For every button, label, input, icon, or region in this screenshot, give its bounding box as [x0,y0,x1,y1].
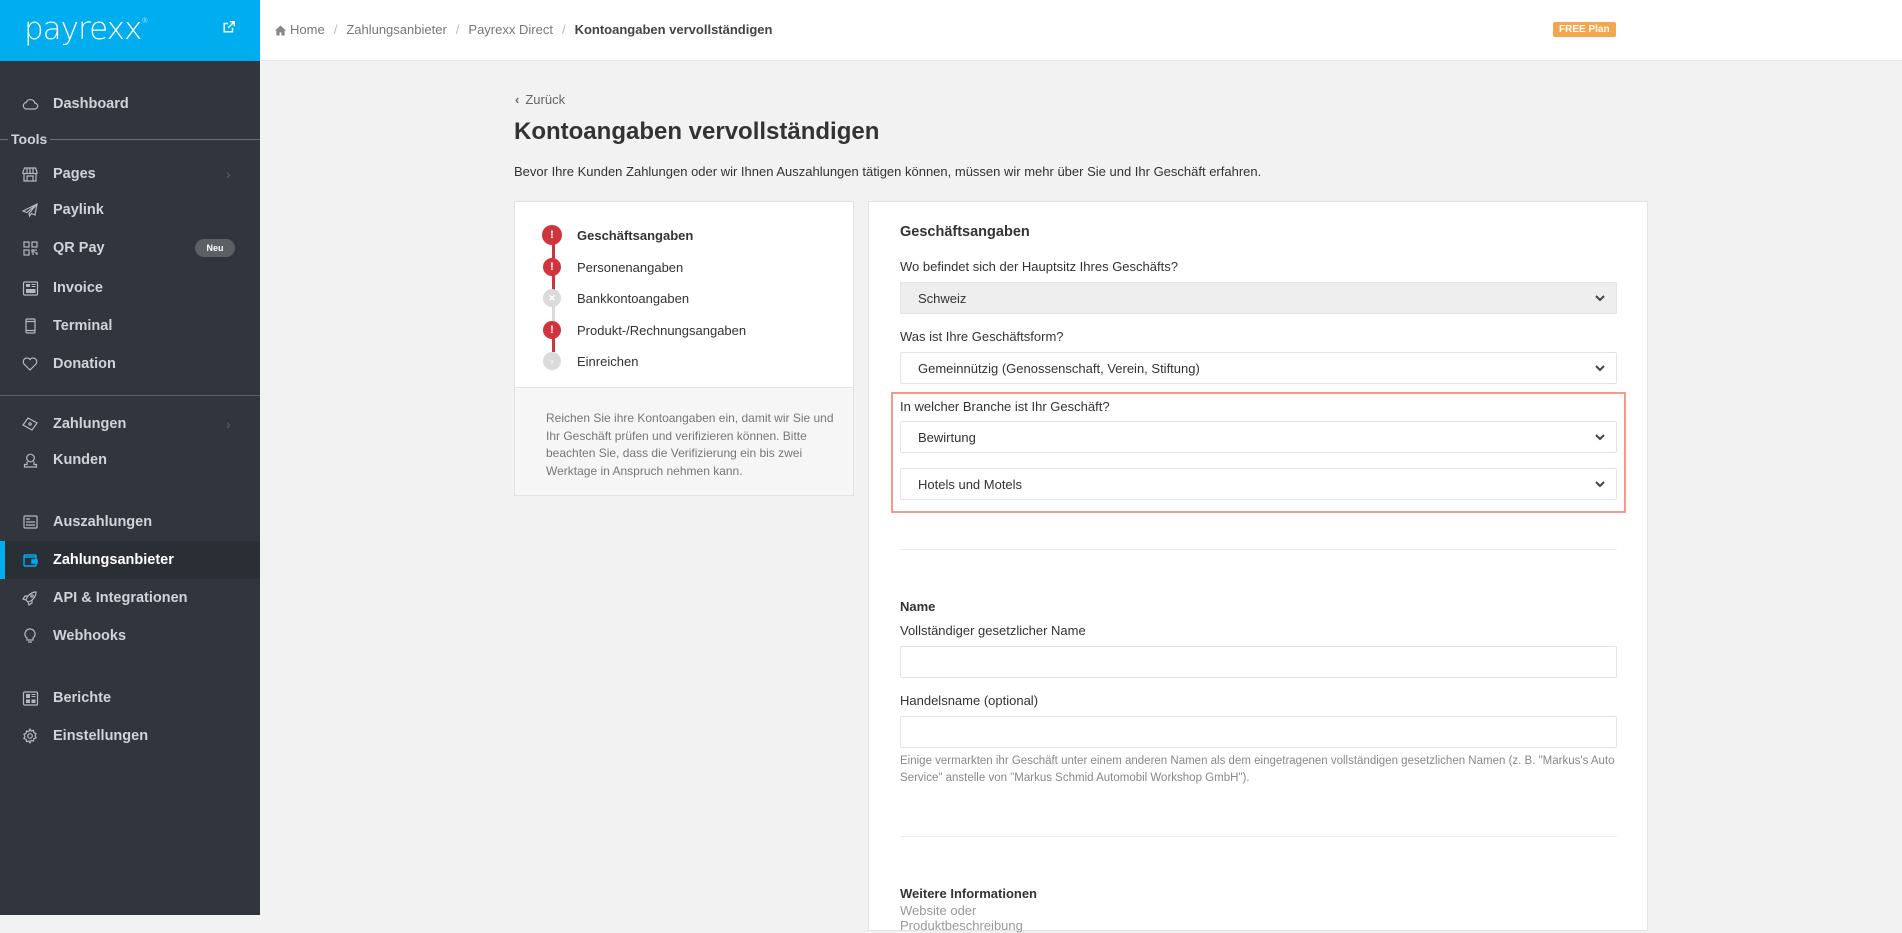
sidebar-item-donation[interactable] [0,345,260,383]
step-geschaeftsangaben[interactable] [515,219,853,249]
logo-bar [0,0,260,61]
heart-icon [21,355,39,373]
divider [0,139,8,140]
progress-steps [515,202,853,387]
sidebar-item-label: Zahlungen [53,416,127,432]
sidebar-item-zahlungen[interactable] [0,405,260,443]
sidebar-item-auszahlungen[interactable] [0,503,260,541]
sidebar-item-label: Paylink [53,202,104,218]
sidebar-item-webhooks[interactable] [0,617,260,655]
rocket-icon [21,589,39,607]
logo-text: payrexx [24,11,142,47]
breadcrumb-separator: / [455,22,460,37]
legal-form-label: Was ist Ihre Geschäftsform? [900,329,1064,344]
legal-name-input[interactable] [900,646,1617,678]
name-section-title: Name [900,599,936,614]
back-label: Zurück [525,92,566,107]
step-bankkontoangaben[interactable] [515,282,853,312]
step-label: Geschäftsangaben [577,228,694,243]
chevron-right-icon: › [226,416,231,432]
ticket-icon [21,415,39,433]
plan-badge[interactable]: FREE Plan [1553,22,1616,37]
breadcrumb-separator: / [561,22,566,37]
report-icon [21,689,39,707]
sidebar-divider [0,395,260,396]
breadcrumb-current: Kontoangaben vervollständigen [574,22,773,37]
divider [50,139,260,140]
trade-name-input[interactable] [900,716,1617,748]
alert-icon: ! [542,225,562,245]
steps-note-panel [515,387,853,495]
payout-icon [21,513,39,531]
tools-label: Tools [11,131,48,147]
lightbulb-icon [21,627,39,645]
sidebar-item-label: Pages [53,166,96,182]
sidebar-item-label: Kunden [53,452,107,468]
sidebar-item-label: Berichte [53,690,112,706]
sidebar-item-kunden[interactable] [0,441,260,479]
section-divider [900,549,1617,550]
more-info-field-label-cut [900,903,1100,933]
cloud-icon [21,95,39,113]
sidebar-item-label: Dashboard [53,96,129,112]
sidebar-item-label: Auszahlungen [53,514,153,530]
legal-form-value: Gemeinnützig (Genossenschaft, Verein, Stiftung) [918,360,1200,376]
sub-industry-select[interactable] [900,468,1617,500]
sidebar-item-qr-pay[interactable] [0,229,260,267]
sidebar-item-berichte[interactable] [0,679,260,717]
sidebar-item-label: Zahlungsanbieter [53,552,174,568]
step-produkt-rechnungsangaben[interactable] [515,314,853,344]
more-info-section-title: Weitere Informationen [900,886,1038,901]
topbar [260,0,1902,61]
breadcrumb-home[interactable]: Home [290,22,325,37]
chevron-right-icon: › [543,352,561,370]
step-einreichen[interactable] [515,345,853,375]
progress-steps-card [514,201,854,496]
store-icon [21,165,39,183]
breadcrumb-zahlungsanbieter[interactable]: Zahlungsanbieter [346,22,447,37]
sidebar [0,0,260,915]
hq-country-value: Schweiz [918,290,967,306]
logo-mark: ® [141,17,148,25]
step-personenangaben[interactable] [515,251,853,281]
form-title: Geschäftsangaben [900,224,1030,240]
qr-code-icon [21,239,39,257]
sidebar-item-label: QR Pay [53,240,105,256]
step-label: Einreichen [577,354,639,369]
chevron-down-icon [1593,291,1607,305]
sub-industry-value: Hotels und Motels [918,476,1023,492]
industry-label: In welcher Branche ist Ihr Geschäft? [900,399,1110,414]
business-info-form [868,201,1648,931]
more-info-field-label: Website oder Produktbeschreibung [900,903,1023,933]
step-label: Produkt-/Rechnungsangaben [577,323,747,338]
chevron-down-icon [1593,477,1607,491]
trade-name-label: Handelsname (optional) [900,693,1039,708]
tablet-icon [21,317,39,335]
chevron-left-icon: ‹ [515,92,520,107]
sidebar-item-einstellungen[interactable] [0,717,260,755]
breadcrumb-payrexx-direct[interactable]: Payrexx Direct [468,22,553,37]
sidebar-item-label: Webhooks [53,628,127,644]
page-title: Kontoangaben vervollständigen [514,118,880,145]
sidebar-item-label: Donation [53,356,116,372]
tools-section-header [0,130,260,148]
sidebar-item-paylink[interactable] [0,191,260,229]
sidebar-item-pages[interactable] [0,155,260,193]
sidebar-item-dashboard[interactable] [0,85,260,123]
steps-note: Reichen Sie ihre Kontoangaben ein, damit wir Sie und Ihr Geschäft prüfen und verifizieren können. Bitte beachten Sie, dass die Verifizierung ein bis zwei Werktage in Anspruch nehmen kann. [546,411,834,478]
back-link[interactable] [515,92,565,107]
sidebar-item-label: Invoice [53,280,103,296]
breadcrumb-separator: / [333,22,338,37]
chevron-down-icon [1593,430,1607,444]
external-link-icon[interactable] [222,20,238,36]
alert-icon: ! [543,258,561,276]
sidebar-item-label: Terminal [53,318,113,334]
invoice-icon [21,279,39,297]
sidebar-item-zahlungsanbieter[interactable] [0,541,260,579]
legal-name-label: Vollständiger gesetzlicher Name [900,623,1086,638]
hq-label: Wo befindet sich der Hauptsitz Ihres Geschäfts? [900,259,1178,274]
sidebar-item-invoice[interactable] [0,269,260,307]
sidebar-item-api-integrationen[interactable] [0,579,260,617]
home-icon [275,24,286,35]
trade-name-help: Einige vermarkten ihr Geschäft unter einem anderen Namen als dem eingetragenen vollständigen gesetzlichen Namen (z. B. "Markus's Auto Service" anstelle von "Markus Schmid Automobil Workshop GmbH"). [900,755,1615,784]
industry-value: Bewirtung [918,429,976,445]
alert-icon: ! [543,321,561,339]
payrexx-logo[interactable] [24,11,147,47]
step-label: Bankkontoangaben [577,291,690,306]
page-description: Bevor Ihre Kunden Zahlungen oder wir Ihnen Auszahlungen tätigen können, müssen wir mehr über Sie und Ihr Geschäft erfahren. [514,164,1262,179]
wallet-icon [21,551,39,569]
gear-icon [21,727,39,745]
breadcrumb [275,22,772,37]
chevron-right-icon: › [226,166,231,182]
chevron-down-icon [1593,361,1607,375]
close-icon: ✕ [543,289,561,307]
sidebar-item-terminal[interactable] [0,307,260,345]
new-badge: Neu [195,239,235,257]
sidebar-item-label: Einstellungen [53,728,149,744]
sidebar-item-label: API & Integrationen [53,590,188,606]
paper-plane-icon [21,201,39,219]
user-icon [21,451,39,469]
section-divider [900,836,1617,837]
hq-country-select[interactable] [900,282,1617,314]
step-label: Personenangaben [577,260,684,275]
industry-select[interactable] [900,421,1617,453]
legal-form-select[interactable] [900,352,1617,384]
